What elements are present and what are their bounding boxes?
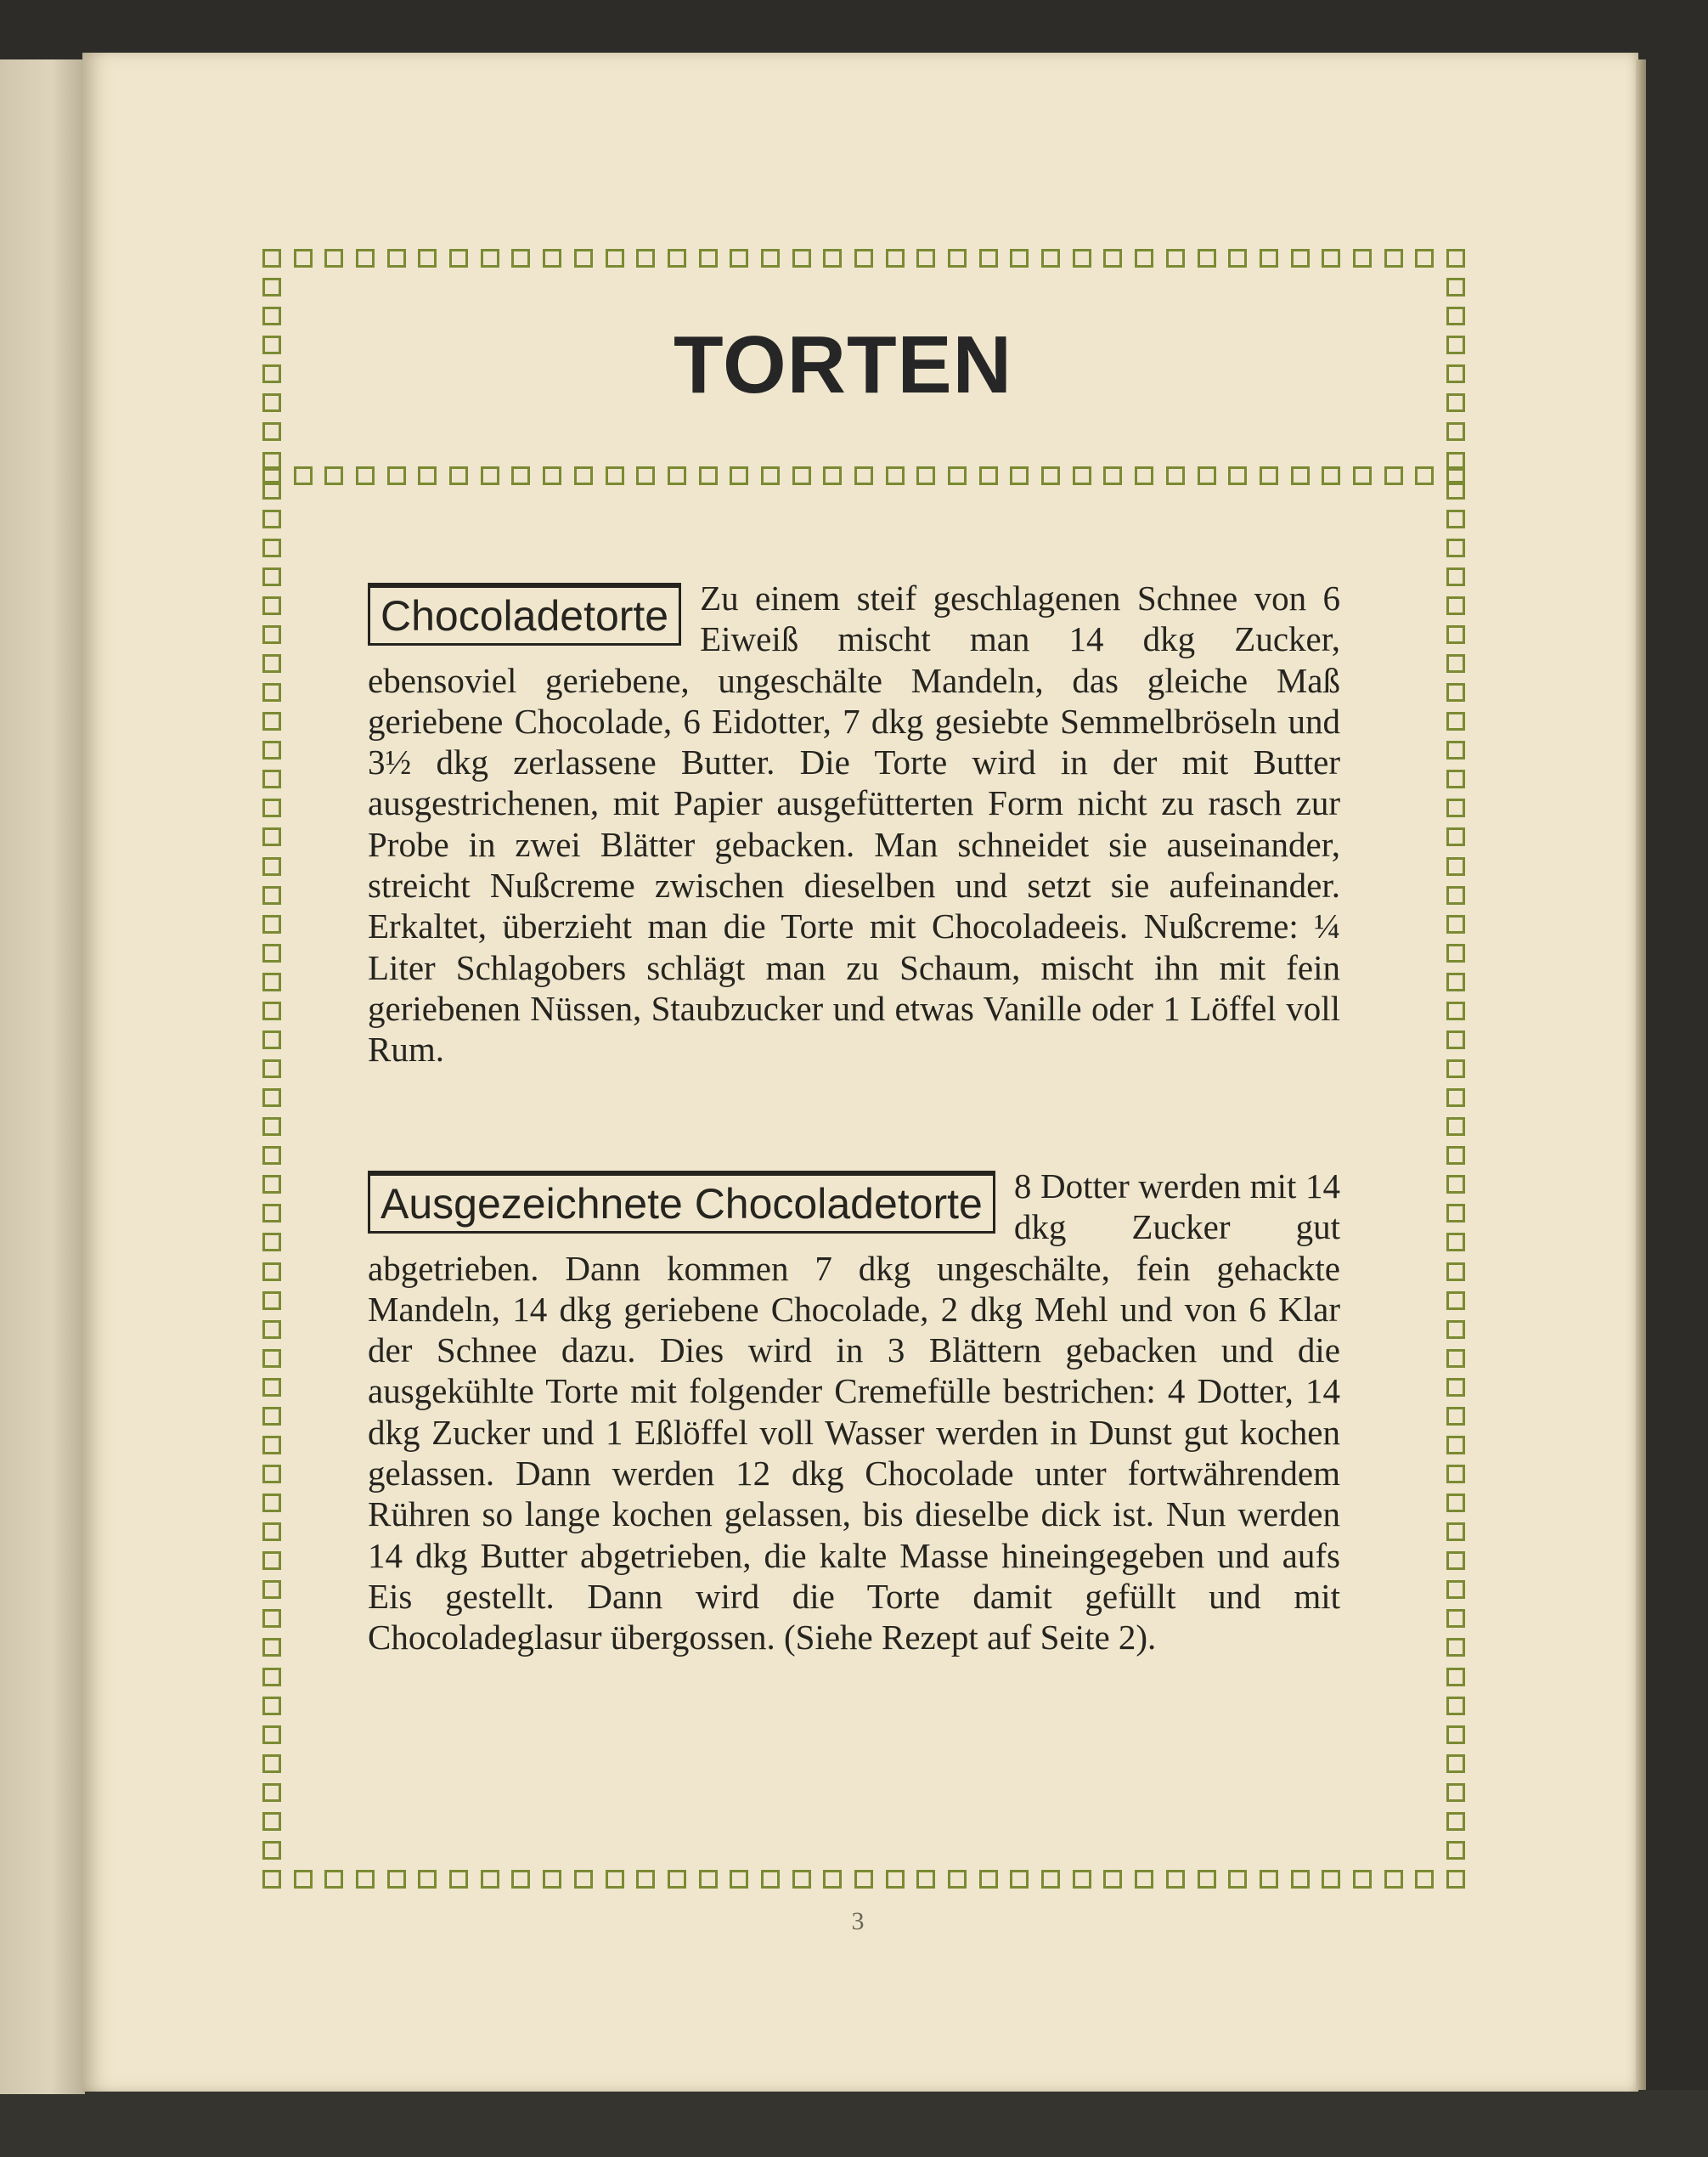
- border-square: [262, 539, 281, 557]
- border-square: [1446, 1580, 1465, 1599]
- border-square: [792, 466, 811, 485]
- border-square: [916, 249, 935, 268]
- border-square: [294, 249, 313, 268]
- border-square: [262, 915, 281, 934]
- border-square: [294, 1870, 313, 1889]
- border-square: [262, 1551, 281, 1570]
- border-square: [1446, 336, 1465, 354]
- border-square: [1260, 249, 1278, 268]
- border-square: [668, 249, 686, 268]
- border-square: [262, 1870, 281, 1889]
- border-square: [262, 1754, 281, 1773]
- border-square: [1353, 249, 1372, 268]
- border-square: [262, 1812, 281, 1831]
- border-square: [1228, 466, 1247, 485]
- border-square: [262, 1146, 281, 1165]
- border-square: [262, 1233, 281, 1251]
- border-square: [1041, 1870, 1060, 1889]
- border-square: [1446, 1870, 1465, 1889]
- border-square: [418, 249, 437, 268]
- border-square: [1446, 1522, 1465, 1541]
- border-square: [636, 1870, 655, 1889]
- border-square: [262, 1204, 281, 1222]
- border-square: [1446, 1262, 1465, 1281]
- border-square: [1446, 1697, 1465, 1715]
- border-square: [1198, 1870, 1216, 1889]
- border-square: [387, 249, 406, 268]
- border-square: [979, 466, 998, 485]
- border-square: [511, 466, 530, 485]
- border-square: [1073, 249, 1091, 268]
- border-square: [1446, 1204, 1465, 1222]
- border-square: [324, 1870, 343, 1889]
- border-square: [792, 249, 811, 268]
- border-square: [606, 1870, 624, 1889]
- background: [0, 2090, 1708, 2157]
- border-square: [262, 683, 281, 702]
- border-square: [449, 1870, 468, 1889]
- border-square: [356, 249, 375, 268]
- border-square: [418, 1870, 437, 1889]
- border-square: [1446, 1002, 1465, 1020]
- border-square: [886, 466, 905, 485]
- border-square: [387, 466, 406, 485]
- border-square: [979, 249, 998, 268]
- border-square: [262, 625, 281, 644]
- border-square: [262, 1725, 281, 1744]
- recipe-text: [368, 1166, 1340, 1658]
- border-square: [1384, 466, 1403, 485]
- border-square: [262, 481, 281, 500]
- border-square: [1446, 1638, 1465, 1657]
- border-square: [262, 886, 281, 905]
- page-edge: [1636, 59, 1646, 2090]
- border-square: [262, 1175, 281, 1194]
- border-square: [1446, 510, 1465, 528]
- border-square: [886, 249, 905, 268]
- border-square: [1446, 1668, 1465, 1686]
- border-square: [574, 249, 593, 268]
- border-square: [1322, 249, 1340, 268]
- border-square: [262, 1436, 281, 1454]
- border-square: [1446, 1378, 1465, 1397]
- border-square: [1010, 466, 1029, 485]
- border-square: [823, 249, 842, 268]
- border-square: [543, 1870, 561, 1889]
- border-square: [1446, 307, 1465, 325]
- border-square: [356, 1870, 375, 1889]
- border-square: [1446, 654, 1465, 673]
- border-square: [1446, 249, 1465, 268]
- border-square: [262, 596, 281, 615]
- border-square: [1446, 683, 1465, 702]
- border-square: [1446, 1117, 1465, 1136]
- border-square: [1446, 452, 1465, 471]
- border-square: [262, 1638, 281, 1657]
- border-square: [1446, 886, 1465, 905]
- border-square: [761, 466, 780, 485]
- recipe-body: 8 Dotter werden mit 14 dkg Zucker gut abgetrieben. Dann kommen 7 dkg ungeschälte, fein gehackte Mandeln, 14 dkg geriebene Chocolade, 2 dkg Mehl und von 6 Klar der Schnee dazu. Dies wird in 3 Blättern gebacken und die ausgekühlte Torte mit folgender Cremefülle bestrichen: 4 Dotter, 14 dkg Zucker und 1 Eßlöffel voll Wasser werden in Dunst gut kochen gelassen. Dann werden 12 dkg Chocolade unter fortwährendem Rühren so lange kochen gelassen, bis dieselbe dick ist. Nun werden 14 dkg Butter abgetrieben, die kalte Masse hineingegeben und aufs Eis gestellt. Dann wird die Torte damit gefüllt und mit Chocoladeglasur übergossen. (Siehe Rezept auf Seite 2).: [368, 1166, 1340, 1657]
- border-square: [262, 422, 281, 441]
- border-square: [1135, 249, 1153, 268]
- border-square: [1446, 1031, 1465, 1049]
- recipe-title: Chocoladetorte: [368, 583, 681, 646]
- border-square: [1073, 466, 1091, 485]
- border-square: [761, 1870, 780, 1889]
- border-square: [1446, 1088, 1465, 1107]
- border-square: [668, 1870, 686, 1889]
- border-square: [1135, 466, 1153, 485]
- border-square: [1322, 1870, 1340, 1889]
- border-square: [1103, 1870, 1122, 1889]
- border-square: [761, 249, 780, 268]
- border-square: [1446, 712, 1465, 731]
- border-square: [1073, 1870, 1091, 1889]
- border-square: [1415, 249, 1434, 268]
- border-square: [262, 1407, 281, 1426]
- page-title: TORTEN: [674, 319, 1012, 410]
- border-square: [1446, 596, 1465, 615]
- border-square: [823, 466, 842, 485]
- border-square: [262, 712, 281, 731]
- border-square: [1260, 1870, 1278, 1889]
- border-square: [1415, 466, 1434, 485]
- border-square: [1446, 422, 1465, 441]
- border-square: [262, 1117, 281, 1136]
- border-square: [636, 466, 655, 485]
- border-square: [979, 1870, 998, 1889]
- border-square: [1446, 1436, 1465, 1454]
- border-square: [699, 249, 718, 268]
- border-square: [1446, 1812, 1465, 1831]
- border-square: [511, 249, 530, 268]
- border-square: [636, 249, 655, 268]
- border-square: [1446, 1783, 1465, 1802]
- border-square: [1135, 1870, 1153, 1889]
- border-square: [262, 1609, 281, 1628]
- border-square: [1198, 466, 1216, 485]
- border-square: [511, 1870, 530, 1889]
- border-square: [606, 249, 624, 268]
- previous-page-edge: [0, 59, 85, 2094]
- border-square: [823, 1870, 842, 1889]
- border-square: [1446, 1291, 1465, 1310]
- border-square: [730, 1870, 748, 1889]
- border-square: [324, 249, 343, 268]
- border-square: [262, 770, 281, 788]
- recipe-ausgezeichnete-chocoladetorte: [368, 1166, 1340, 1658]
- border-square: [1446, 1494, 1465, 1512]
- border-square: [1446, 1059, 1465, 1078]
- border-square: [1103, 249, 1122, 268]
- border-square: [1446, 393, 1465, 412]
- border-square: [730, 466, 748, 485]
- border-square: [1446, 1609, 1465, 1628]
- border-square: [262, 944, 281, 963]
- border-square: [1228, 1870, 1247, 1889]
- border-square: [262, 827, 281, 846]
- border-square: [574, 1870, 593, 1889]
- border-square: [1446, 567, 1465, 586]
- border-square: [854, 466, 873, 485]
- border-square: [262, 654, 281, 673]
- border-square: [1041, 466, 1060, 485]
- border-square: [262, 1465, 281, 1483]
- border-square: [1446, 1233, 1465, 1251]
- page-number: 3: [851, 1907, 865, 1935]
- border-square: [606, 466, 624, 485]
- border-square: [854, 249, 873, 268]
- border-square: [418, 466, 437, 485]
- border-square: [262, 857, 281, 876]
- border-square: [1041, 249, 1060, 268]
- border-square: [1446, 741, 1465, 759]
- recipe-chocoladetorte: [368, 578, 1340, 1070]
- border-square: [262, 973, 281, 991]
- border-square: [481, 1870, 499, 1889]
- border-square: [948, 249, 967, 268]
- border-square: [1228, 249, 1247, 268]
- border-square: [1446, 944, 1465, 963]
- border-square: [1446, 973, 1465, 991]
- border-square: [262, 1262, 281, 1281]
- border-square: [262, 1668, 281, 1686]
- border-square: [356, 466, 375, 485]
- border-square: [481, 249, 499, 268]
- border-square: [1446, 915, 1465, 934]
- border-square: [262, 1697, 281, 1715]
- border-square: [1446, 625, 1465, 644]
- border-square: [1446, 799, 1465, 817]
- border-square: [1446, 1407, 1465, 1426]
- border-square: [699, 466, 718, 485]
- border-square: [1353, 466, 1372, 485]
- border-square: [916, 1870, 935, 1889]
- border-square: [324, 466, 343, 485]
- border-square: [1446, 1175, 1465, 1194]
- border-square: [916, 466, 935, 485]
- border-square: [387, 1870, 406, 1889]
- border-square: [1166, 466, 1185, 485]
- recipe-text: [368, 578, 1340, 1070]
- border-square: [1446, 278, 1465, 296]
- border-square: [1446, 1725, 1465, 1744]
- border-square: [1446, 857, 1465, 876]
- border-square: [1291, 466, 1310, 485]
- border-square: [1446, 1551, 1465, 1570]
- border-square: [730, 249, 748, 268]
- border-square: [948, 466, 967, 485]
- border-square: [1166, 1870, 1185, 1889]
- border-square: [294, 466, 313, 485]
- border-square: [262, 278, 281, 296]
- border-square: [1291, 1870, 1310, 1889]
- border-square: [262, 1031, 281, 1049]
- border-square: [262, 799, 281, 817]
- border-square: [1166, 249, 1185, 268]
- border-square: [1010, 249, 1029, 268]
- border-square: [1446, 1754, 1465, 1773]
- border-square: [262, 1841, 281, 1860]
- border-square: [1198, 249, 1216, 268]
- border-square: [262, 1378, 281, 1397]
- border-square: [1446, 770, 1465, 788]
- border-square: [262, 1088, 281, 1107]
- border-square: [1103, 466, 1122, 485]
- recipe-body: Zu einem steif geschlagenen Schnee von 6 Eiweiß mischt man 14 dkg Zucker, ebensoviel geriebene, ungeschälte Mandeln, das gleiche Maß geriebene Chocolade, 6 Eidotter, 7 dkg gesiebte Semmelbröseln und 3½ dkg zerlassene Butter. Die Torte wird in der mit Butter ausgestrichenen, mit Papier ausgefütterten Form nicht zu rasch zur Probe in zwei Blätter gebacken. Man schneidet sie auseinander, streicht Nußcreme zwischen dieselben und setzt sie aufeinander. Erkaltet, überzieht man die Torte mit Chocoladeeis. Nußcreme: ¼ Liter Schlagobers schlägt man zu Schaum, mischt ihn mit fein geriebenen Nüssen, Staubzucker und etwas Vanille oder 1 Löffel voll Rum.: [368, 579, 1340, 1070]
- border-square: [668, 466, 686, 485]
- border-square: [262, 567, 281, 586]
- border-square: [262, 1002, 281, 1020]
- border-square: [449, 249, 468, 268]
- border-square: [886, 1870, 905, 1889]
- border-square: [543, 249, 561, 268]
- border-square: [1446, 364, 1465, 383]
- recipe-title: Ausgezeichnete Chocoladetorte: [368, 1171, 995, 1234]
- border-square: [699, 1870, 718, 1889]
- border-square: [1446, 1841, 1465, 1860]
- border-square: [1291, 249, 1310, 268]
- border-square: [948, 1870, 967, 1889]
- border-square: [262, 1349, 281, 1368]
- border-square: [1446, 1465, 1465, 1483]
- border-square: [1384, 249, 1403, 268]
- border-square: [1260, 466, 1278, 485]
- border-square: [262, 1580, 281, 1599]
- border-square: [1446, 827, 1465, 846]
- border-square: [262, 510, 281, 528]
- border-square: [262, 452, 281, 471]
- border-square: [1415, 1870, 1434, 1889]
- border-square: [262, 1320, 281, 1339]
- border-square: [262, 1494, 281, 1512]
- border-square: [543, 466, 561, 485]
- border-square: [1353, 1870, 1372, 1889]
- border-square: [481, 466, 499, 485]
- border-square: [262, 1291, 281, 1310]
- border-square: [1446, 539, 1465, 557]
- border-square: [1322, 466, 1340, 485]
- border-square: [262, 1522, 281, 1541]
- border-square: [449, 466, 468, 485]
- border-square: [792, 1870, 811, 1889]
- border-square: [1010, 1870, 1029, 1889]
- border-square: [854, 1870, 873, 1889]
- border-square: [1446, 1320, 1465, 1339]
- border-square: [262, 249, 281, 268]
- border-square: [262, 1783, 281, 1802]
- border-square: [262, 741, 281, 759]
- border-square: [1446, 1349, 1465, 1368]
- border-square: [1446, 481, 1465, 500]
- border-square: [1384, 1870, 1403, 1889]
- border-square: [1446, 1146, 1465, 1165]
- border-square: [574, 466, 593, 485]
- border-square: [262, 1059, 281, 1078]
